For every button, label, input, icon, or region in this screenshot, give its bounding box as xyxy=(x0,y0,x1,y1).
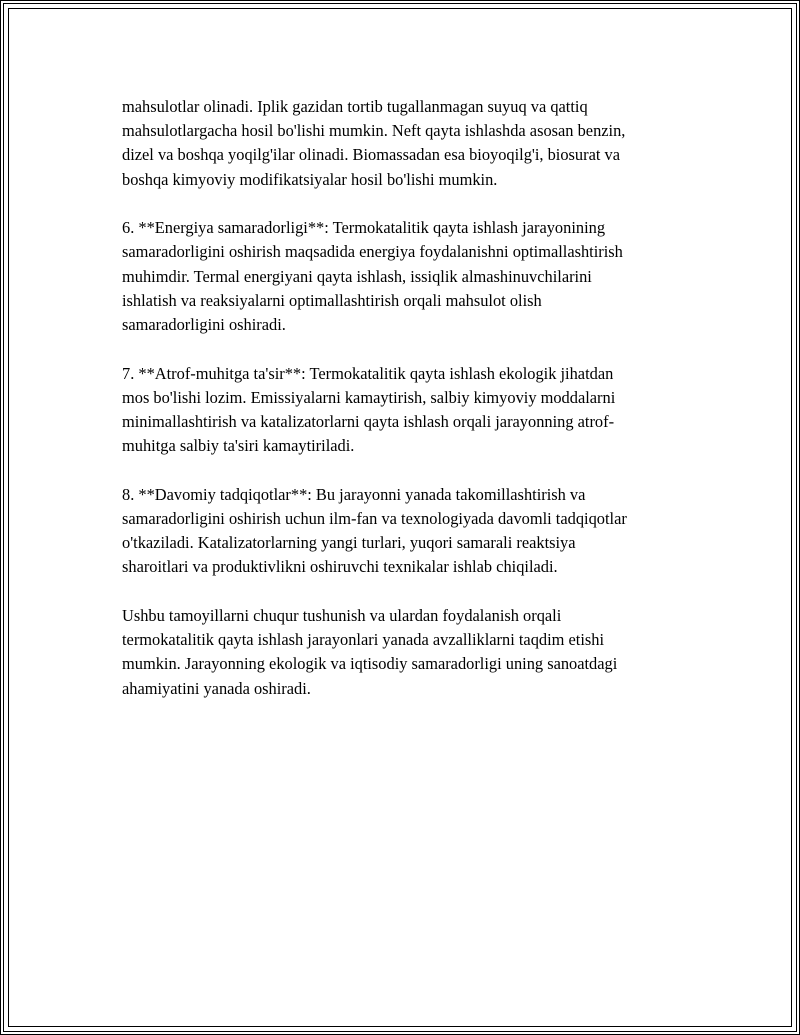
paragraph-environmental-impact: 7. **Atrof-muhitga ta'sir**: Termokatalitik qayta ishlash ekologik jihatdan mos bo'lishi lozim. Emissiyalarni kamaytirish, salbiy kimyoviy moddalarni minimallashtirish va katalizatorlarni qayta ishlash orqali jarayonning atrof- muhitga salbiy ta'siri kamaytiriladi. xyxy=(122,363,616,456)
paragraph-energy-efficiency: 6. **Energiya samaradorligi**: Termokatalitik qayta ishlash jarayonining samaradorligini oshirish maqsadida energiya foydalanishni optimallashtirish muhimdir. Termal energiyani qayta ishlash, issiqlik almashinuvchilarini ishlatish va reaksiyalarni optimallashtirish orqali mahsulot olish samaradorligini oshiradi. xyxy=(122,218,623,335)
paragraph-product-output: mahsulotlar olinadi. Iplik gazidan tortib tugallanmagan suyuq va qattiq mahsulotlargacha hosil bo'lishi mumkin. Neft qayta ishlashda asosan benzin, dizel va boshqa yoqilg'ilar olinadi. Biomassadan esa bioyoqilg'i, biosurat va boshqa kimyoviy modifikatsiyalar hosil bo'lishi mumkin. xyxy=(122,97,626,189)
paragraph-conclusion: Ushbu tamoyillarni chuqur tushunish va ulardan foydalanish orqali termokatalitik qayta ishlash jarayonlari yanada avzalliklarni taqdim etishi mumkin. Jarayonning ekologik va iqtisodiy samaradorligi uning sanoatdagi ahamiyatini yanada oshiradi. xyxy=(122,606,618,698)
page-body xyxy=(122,95,692,725)
paragraph-continuous-research: 8. **Davomiy tadqiqotlar**: Bu jarayonni yanada takomillashtirish va samaradorligini oshirish uchun ilm-fan va texnologiyada davomli tadqiqotlar o'tkaziladi. Katalizatorlarning yangi turlari, yuqori samarali reaktsiya sharoitlari va produktivlikni oshiruvchi texnikalar ishlab chiqiladi. xyxy=(122,484,627,577)
